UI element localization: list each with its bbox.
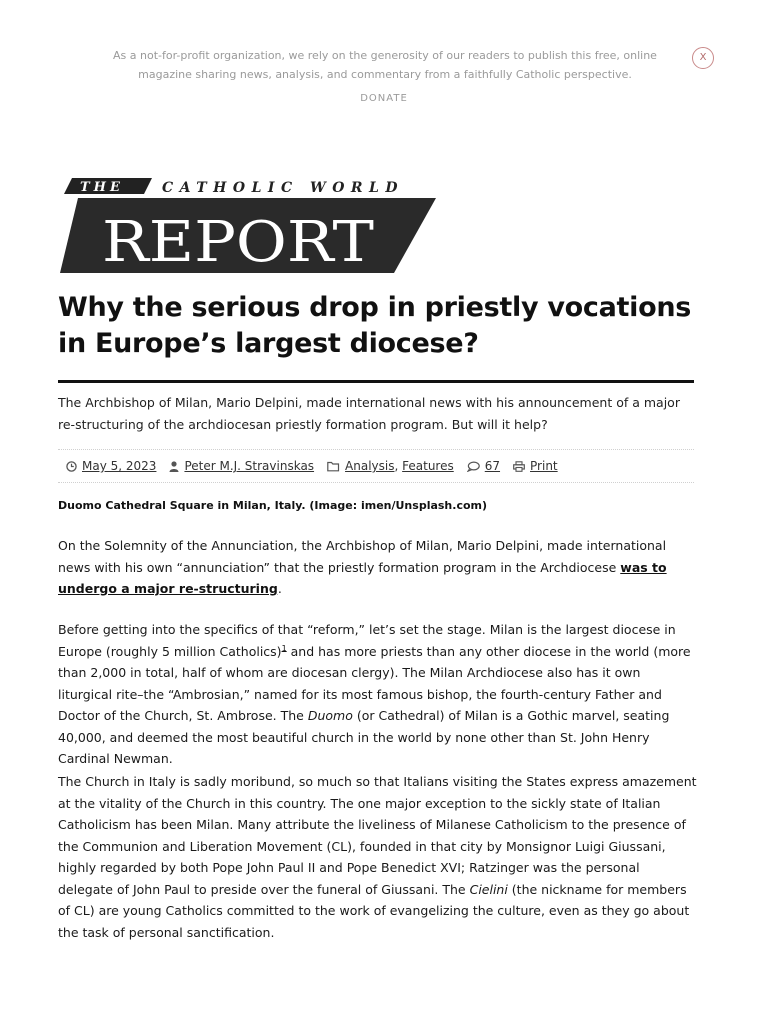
paragraph-text: . bbox=[277, 581, 282, 596]
meta-comments bbox=[467, 459, 500, 473]
article-meta bbox=[58, 449, 694, 483]
article-paragraph-3 bbox=[58, 771, 698, 943]
category-link-analysis[interactable]: Analysis bbox=[345, 459, 395, 473]
category-link-features[interactable]: Features bbox=[402, 459, 454, 473]
article-excerpt: The Archbishop of Milan, Mario Delpini, made international news with his announcement of a major re-structuring of the archdiocesan priestly formation program. But will it help? bbox=[58, 395, 680, 432]
restructuring-link[interactable]: was to undergo a major re-structuring bbox=[58, 559, 667, 596]
donate-link[interactable]: DONATE bbox=[360, 93, 408, 104]
meta-author bbox=[169, 459, 314, 473]
clock-icon bbox=[66, 461, 77, 472]
donation-banner bbox=[0, 0, 768, 130]
printer-icon bbox=[513, 461, 525, 472]
title-divider bbox=[58, 380, 694, 383]
print-link[interactable]: Print bbox=[530, 459, 558, 473]
category-separator: , bbox=[394, 459, 403, 473]
comment-icon bbox=[467, 461, 480, 472]
logo-the-text: THE bbox=[80, 180, 124, 195]
author-link[interactable]: Peter M.J. Stravinskas bbox=[184, 459, 315, 473]
paragraph-text: On the Solemnity of the Annunciation, the Archbishop of Milan, Mario Delpini, made international news with his own “annunciation” that the priestly formation program in the Archdiocese bbox=[58, 538, 667, 575]
paragraph-text: (the nickname for members of CL) are young Catholics committed to the work of evangelizing the culture, even as they go about the task of personal sanctification. bbox=[58, 881, 690, 940]
banner-message: As a not-for-profit organization, we rely on the generosity of our readers to publish this free, online magazine sharing news, analysis, and commentary from a faithfully Catholic perspective. bbox=[113, 49, 657, 81]
logo-line2: REPORT bbox=[102, 210, 374, 275]
footnote-link[interactable]: 1 bbox=[281, 643, 287, 653]
close-icon: X bbox=[699, 52, 707, 63]
paragraph-text: The Church in Italy is sadly moribund, so much so that Italians visiting the States express amazement at the vitality of the Church in this country. The one major exception to the sickly state of Italian Catholicism has been Milan. Many attribute the liveliness of Milanese Catholicism to the presence of the Communion and Liberation Movement (CL), founded in that city by Monsignor Luigi Giussani, highly regarded by both Pope John Paul II and Pope Benedict XVI; Ratzinger was the personal delegate of John Paul to preside over the funeral of Giussani. The bbox=[58, 774, 697, 897]
logo-line1: CATHOLIC WORLD bbox=[162, 180, 405, 196]
article-paragraph-1 bbox=[58, 535, 698, 600]
paragraph-text: Before getting into the specifics of that “reform,” let’s set the stage. Milan is the largest diocese in Europe (roughly 5 million Catholics) bbox=[58, 622, 676, 659]
paragraph-text: and has more priests than any other diocese in the world (more than 2,000 in total, half of whom are diocesan clergy). The Milan Archdiocese also has it own liturgical rite–the “Ambrosian,” named for its most famous bishop, the fourth-century Father and Doctor of the Church, St. Ambrose. The bbox=[58, 643, 691, 723]
meta-categories bbox=[327, 459, 454, 473]
emphasis-text: Cielini bbox=[469, 881, 508, 897]
user-icon bbox=[169, 461, 179, 472]
print-button[interactable] bbox=[513, 459, 558, 473]
image-caption: Duomo Cathedral Square in Milan, Italy. (Image: imen/Unsplash.com) bbox=[58, 499, 488, 512]
close-banner-button[interactable] bbox=[692, 47, 714, 69]
site-logo[interactable] bbox=[58, 176, 438, 276]
date-link[interactable]: May 5, 2023 bbox=[82, 459, 157, 473]
emphasis-text: Duomo bbox=[307, 708, 353, 723]
folder-icon bbox=[327, 461, 340, 472]
article-paragraph-2 bbox=[58, 619, 698, 770]
comments-link[interactable]: 67 bbox=[484, 459, 501, 473]
paragraph-text: (or Cathedral) of Milan is a Gothic marvel, seating 40,000, and deemed the most beautiful church in the world by none other than St. John Henry Cardinal Newman. bbox=[58, 708, 670, 766]
article-title: Why the serious drop in priestly vocations in Europe’s largest diocese? bbox=[58, 292, 692, 359]
meta-date bbox=[66, 459, 156, 473]
